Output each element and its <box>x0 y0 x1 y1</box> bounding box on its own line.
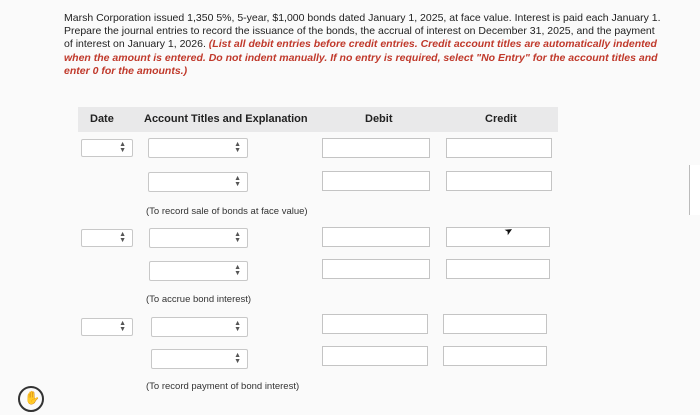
select-arrows-icon: ▲ ▼ <box>234 141 241 154</box>
select-arrows-icon: ▲ ▼ <box>119 320 126 333</box>
account-select-3b[interactable] <box>151 349 248 369</box>
question-text <box>64 12 664 78</box>
select-arrows-icon: ▲ ▼ <box>234 231 241 244</box>
header-credit: Credit <box>485 113 517 125</box>
header-account: Account Titles and Explanation <box>144 113 308 125</box>
credit-input-2a[interactable] <box>446 224 550 247</box>
debit-input-1a[interactable] <box>322 138 430 158</box>
account-select-1a[interactable] <box>148 138 248 158</box>
debit-input-1b[interactable] <box>322 171 430 191</box>
select-arrows-icon: ▲ ▼ <box>234 320 241 333</box>
select-arrows-icon: ▲ ▼ <box>234 175 241 188</box>
header-debit: Debit <box>365 113 393 125</box>
account-select-2a[interactable] <box>149 228 248 248</box>
question-line1: Marsh Corporation issued 1,350 5%, 5-year, $1,000 bonds dated January 1, 2025, at face value. Interest is paid each January 1. <box>64 12 661 24</box>
question-line2: Prepare the journal entries to record the issuance of the bonds, the accrual of interest on December 31, 2025, and the payment of <box>64 25 655 51</box>
side-panel-edge <box>689 165 700 215</box>
credit-input-1a[interactable] <box>446 138 552 158</box>
date-select-1[interactable] <box>81 139 133 157</box>
entry-explanation-2: (To accrue bond interest) <box>146 294 252 305</box>
select-arrows-icon: ▲ ▼ <box>234 352 241 365</box>
credit-input-3a[interactable] <box>443 314 547 334</box>
select-arrows-icon: ▲ ▼ <box>119 141 126 154</box>
credit-input-1b[interactable] <box>446 171 552 191</box>
account-select-1b[interactable] <box>148 172 248 192</box>
debit-input-2b[interactable] <box>322 259 430 279</box>
entry-explanation-1: (To record sale of bonds at face value) <box>146 206 308 217</box>
account-select-2b[interactable] <box>149 261 248 281</box>
debit-input-2a[interactable] <box>322 227 430 247</box>
select-arrows-icon: ▲ ▼ <box>119 231 126 244</box>
debit-input-3a[interactable] <box>322 314 428 334</box>
account-select-3a[interactable] <box>151 317 248 337</box>
debit-input-3b[interactable] <box>322 346 428 366</box>
date-select-2[interactable] <box>81 229 133 247</box>
credit-input-3b[interactable] <box>443 346 547 366</box>
cursor-icon: ➤ <box>502 224 516 239</box>
hand-icon[interactable]: ✋ <box>18 386 44 412</box>
credit-input-2b[interactable] <box>446 259 550 279</box>
question-line3: interest on January 1, 2026. <box>75 38 206 51</box>
header-date: Date <box>90 113 114 125</box>
entry-explanation-3: (To record payment of bond interest) <box>146 381 300 392</box>
date-select-3[interactable] <box>81 318 133 336</box>
select-arrows-icon: ▲ ▼ <box>234 264 241 277</box>
instructions-note: (List all debit entries before credit entries. Credit account titles are automatically indented when the amount is entered. Do not indent manually. If no entry is required, select "No Entry" for the account titles and enter 0 for the amounts.) <box>64 38 658 77</box>
journal-table-header <box>78 107 558 132</box>
